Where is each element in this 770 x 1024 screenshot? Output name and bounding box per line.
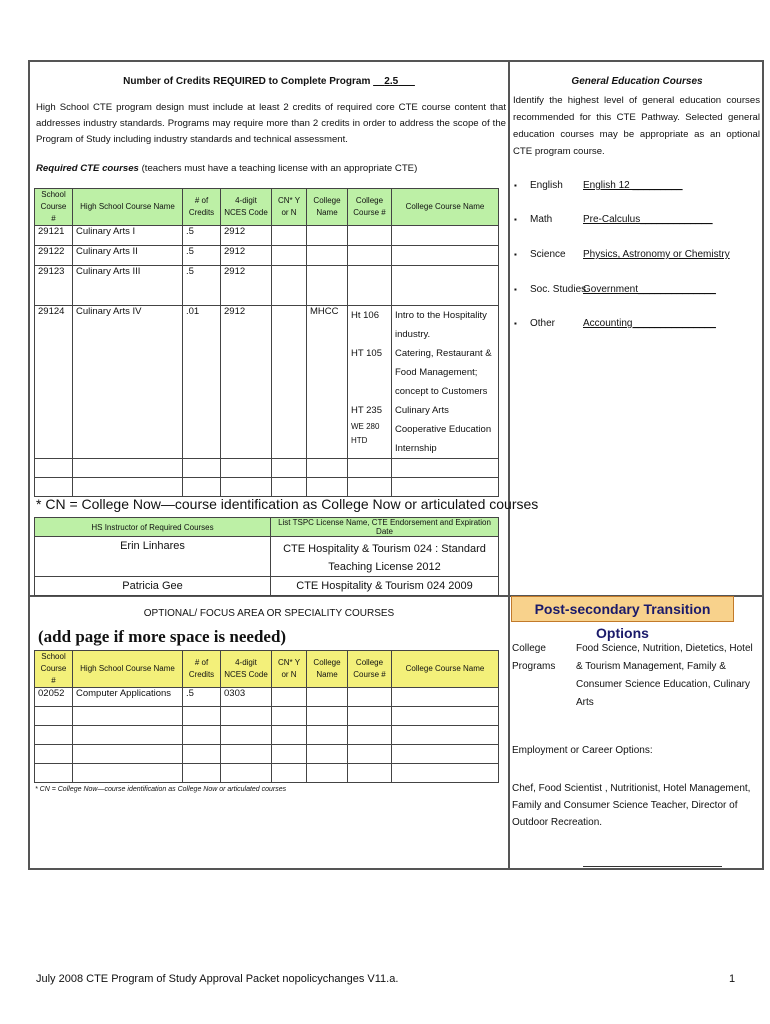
gen-ed-value[interactable]: English 12 _________ xyxy=(583,180,683,191)
table-cell[interactable] xyxy=(272,459,307,478)
table-cell[interactable]: 2912 xyxy=(221,266,272,306)
table-cell[interactable] xyxy=(392,246,499,266)
table-row xyxy=(35,707,499,726)
col-header: List TSPC License Name, CTE Endorsement and Expiration Date xyxy=(271,518,499,537)
table-cell[interactable] xyxy=(392,688,499,707)
required-courses-table xyxy=(34,188,499,497)
table-cell[interactable] xyxy=(272,246,307,266)
table-cell[interactable]: 02052 xyxy=(35,688,73,707)
col-header: # of Credits xyxy=(183,189,221,226)
table-cell[interactable] xyxy=(183,745,221,764)
college-course-num: WE 280 HTD xyxy=(351,422,380,445)
general-education-title: General Education Courses xyxy=(571,76,703,87)
table-cell[interactable] xyxy=(307,266,348,306)
col-header: CN* Y or N xyxy=(272,651,307,688)
table-cell[interactable] xyxy=(221,707,272,726)
college-now-note: * CN = College Now—course identification as College Now or articulated courses xyxy=(36,496,539,512)
college-course-num: Ht 106 xyxy=(351,310,379,321)
optional-courses-table xyxy=(34,650,499,783)
gen-ed-math xyxy=(514,214,713,225)
required-courses-label: Required CTE courses (teachers must have a teaching license with an appropriate CTE) xyxy=(36,163,418,174)
general-education-paragraph: Identify the highest level of general education courses recommended for this CTE Pathway. Selected general education courses may be appropriate as an optional CTE program course. xyxy=(513,95,760,157)
table-row xyxy=(35,478,499,497)
table-cell[interactable]: 2912 xyxy=(221,306,272,459)
table-cell[interactable] xyxy=(221,726,272,745)
table-cell[interactable] xyxy=(348,246,392,266)
table-cell[interactable] xyxy=(35,726,73,745)
college-course-num: HT 235 xyxy=(351,405,382,416)
table-cell[interactable]: Computer Applications xyxy=(73,688,183,707)
credits-value: 2.5 xyxy=(384,76,399,87)
table-row xyxy=(35,246,499,266)
table-cell[interactable] xyxy=(272,726,307,745)
table-cell[interactable]: 2912 xyxy=(221,246,272,266)
instructor-license[interactable]: CTE Hospitality & Tourism 024 : Standard Teaching License 2012 xyxy=(271,537,499,577)
gen-ed-value[interactable]: Accounting_______________ xyxy=(583,318,716,329)
table-cell[interactable]: MHCC xyxy=(307,306,348,459)
table-cell[interactable] xyxy=(73,726,183,745)
col-header: 4-digit NCES Code xyxy=(221,651,272,688)
table-cell[interactable]: Culinary Arts I xyxy=(73,226,183,246)
college-course-name: Intro to the Hospitality industry. xyxy=(395,310,487,340)
table-cell[interactable]: .5 xyxy=(183,266,221,306)
page-number: 1 xyxy=(729,973,736,985)
college-now-note-small: * CN = College Now—course identification as College Now or articulated courses xyxy=(35,786,287,793)
gen-ed-value[interactable]: Physics, Astronomy or Chemistry xyxy=(583,249,730,260)
table-cell[interactable] xyxy=(392,459,499,478)
table-cell[interactable] xyxy=(307,764,348,783)
college-course-name: Culinary Arts xyxy=(395,405,449,416)
table-row xyxy=(35,764,499,783)
table-header-row xyxy=(35,189,499,226)
instructor-name[interactable]: Patricia Gee xyxy=(35,577,271,596)
table-cell[interactable] xyxy=(35,478,73,497)
gen-ed-social-studies xyxy=(514,284,716,295)
table-cell[interactable]: 29124 xyxy=(35,306,73,459)
college-course-num-cell[interactable] xyxy=(348,306,392,459)
gen-ed-english xyxy=(514,180,683,191)
table-row xyxy=(35,745,499,764)
table-cell[interactable] xyxy=(183,764,221,783)
table-cell[interactable] xyxy=(183,726,221,745)
table-cell[interactable] xyxy=(307,226,348,246)
col-header: College Course Name xyxy=(392,189,499,226)
table-cell[interactable] xyxy=(221,459,272,478)
table-cell[interactable] xyxy=(73,459,183,478)
credits-title: Number of Credits REQUIRED to Complete Program __2.5___ xyxy=(123,76,415,87)
college-programs-value[interactable]: Food Science, Nutrition, Dietetics, Hotel & Tourism Management, Family & Consumer Science Education, Culinary Arts xyxy=(576,643,753,708)
gen-ed-value[interactable]: Pre-Calculus_____________ xyxy=(583,214,713,225)
table-row xyxy=(35,226,499,246)
col-header: # of Credits xyxy=(183,651,221,688)
table-cell[interactable]: Culinary Arts III xyxy=(73,266,183,306)
col-header: College Name xyxy=(307,189,348,226)
table-cell[interactable]: Culinary Arts II xyxy=(73,246,183,266)
col-header: High School Course Name xyxy=(73,651,183,688)
table-cell[interactable]: 29123 xyxy=(35,266,73,306)
credits-paragraph: High School CTE program design must include at least 2 credits of required core CTE course content that addresses industry standards. Programs may require more than 2 credits in order to address the scope of the Program of Study including industry standards and technical assessment. xyxy=(36,102,506,145)
table-cell[interactable] xyxy=(272,764,307,783)
table-row xyxy=(35,688,499,707)
instructor-license[interactable]: CTE Hospitality & Tourism 024 2009 xyxy=(271,577,499,596)
table-cell[interactable]: .5 xyxy=(183,246,221,266)
table-cell[interactable] xyxy=(183,459,221,478)
table-cell[interactable] xyxy=(272,707,307,726)
col-header: College Course # xyxy=(348,189,392,226)
college-course-name-cell[interactable] xyxy=(392,306,499,459)
table-cell[interactable]: 2912 xyxy=(221,226,272,246)
college-programs-label: College Programs xyxy=(512,643,556,672)
table-cell[interactable] xyxy=(73,707,183,726)
page-footer: July 2008 CTE Program of Study Approval Packet nopolicychanges V11.a. xyxy=(36,973,399,985)
table-header-row xyxy=(35,651,499,688)
gen-ed-science xyxy=(514,249,730,260)
table-row xyxy=(35,726,499,745)
table-cell[interactable] xyxy=(392,764,499,783)
signature-line xyxy=(583,866,722,867)
table-cell[interactable] xyxy=(348,707,392,726)
table-cell[interactable] xyxy=(307,688,348,707)
table-cell[interactable] xyxy=(392,745,499,764)
table-cell[interactable] xyxy=(392,726,499,745)
table-cell[interactable]: 0303 xyxy=(221,688,272,707)
table-cell[interactable] xyxy=(307,246,348,266)
college-course-name: Cooperative Education Internship xyxy=(395,424,492,454)
table-cell[interactable] xyxy=(307,478,348,497)
gen-ed-label: English xyxy=(530,180,563,191)
col-header: CN* Y or N xyxy=(272,189,307,226)
add-page-note: (add page if more space is needed) xyxy=(38,627,287,646)
table-cell[interactable]: .5 xyxy=(183,226,221,246)
table-cell[interactable] xyxy=(307,459,348,478)
col-header: HS Instructor of Required Courses xyxy=(35,518,271,537)
gen-ed-label: Math xyxy=(530,214,553,225)
table-cell[interactable] xyxy=(73,745,183,764)
table-header-row xyxy=(35,518,499,537)
table-row xyxy=(35,577,499,596)
table-cell[interactable]: 29122 xyxy=(35,246,73,266)
table-cell[interactable]: .5 xyxy=(183,688,221,707)
table-cell[interactable] xyxy=(221,764,272,783)
table-row xyxy=(35,459,499,478)
college-course-num: HT 105 xyxy=(351,348,382,359)
table-cell[interactable] xyxy=(307,745,348,764)
table-cell[interactable] xyxy=(272,226,307,246)
table-cell[interactable] xyxy=(272,478,307,497)
table-cell[interactable] xyxy=(183,478,221,497)
bullet-icon: ▪ xyxy=(514,215,517,224)
table-cell[interactable] xyxy=(272,306,307,459)
table-cell[interactable] xyxy=(348,764,392,783)
table-cell[interactable] xyxy=(348,459,392,478)
table-row xyxy=(35,266,499,306)
table-cell[interactable] xyxy=(272,745,307,764)
col-header: School Course # xyxy=(35,651,73,688)
table-cell[interactable] xyxy=(73,478,183,497)
col-header: College Course # xyxy=(348,651,392,688)
table-cell[interactable] xyxy=(392,266,499,306)
col-header: 4-digit NCES Code xyxy=(221,189,272,226)
bullet-icon: ▪ xyxy=(514,319,517,328)
table-cell[interactable] xyxy=(348,266,392,306)
table-cell[interactable] xyxy=(392,707,499,726)
table-cell[interactable] xyxy=(392,478,499,497)
table-cell[interactable] xyxy=(348,745,392,764)
bullet-icon: ▪ xyxy=(514,250,517,259)
gen-ed-label: Science xyxy=(530,249,566,260)
table-cell[interactable] xyxy=(221,478,272,497)
table-cell[interactable] xyxy=(272,266,307,306)
table-cell[interactable] xyxy=(73,764,183,783)
table-cell[interactable]: 29121 xyxy=(35,226,73,246)
gen-ed-label: Soc. Studies xyxy=(530,284,587,295)
gen-ed-other xyxy=(514,318,716,329)
postsecondary-header: Post-secondary Transition Options xyxy=(511,596,734,622)
bullet-icon: ▪ xyxy=(514,181,517,190)
instructors-table xyxy=(34,517,499,596)
table-cell[interactable] xyxy=(221,745,272,764)
table-cell[interactable] xyxy=(392,226,499,246)
gen-ed-value[interactable]: Government______________ xyxy=(583,284,716,295)
table-cell[interactable] xyxy=(35,707,73,726)
college-course-name: Catering, Restaurant & Food Management; concept to Customers xyxy=(395,348,492,397)
table-cell[interactable] xyxy=(183,707,221,726)
table-row xyxy=(35,537,499,577)
table-cell[interactable] xyxy=(348,726,392,745)
optional-section-title: OPTIONAL/ FOCUS AREA OR SPECIALITY COURSES xyxy=(143,608,395,619)
gen-ed-label: Other xyxy=(530,318,556,329)
table-cell[interactable] xyxy=(35,459,73,478)
table-cell[interactable] xyxy=(348,688,392,707)
employment-label: Employment or Career Options: xyxy=(512,745,653,756)
bullet-icon: ▪ xyxy=(514,285,517,294)
instructor-name[interactable]: Erin Linhares xyxy=(35,537,271,577)
table-cell[interactable] xyxy=(307,726,348,745)
column-divider xyxy=(508,60,510,870)
col-header: High School Course Name xyxy=(73,189,183,226)
table-cell[interactable] xyxy=(307,707,348,726)
col-header: School Course # xyxy=(35,189,73,226)
table-cell[interactable] xyxy=(272,688,307,707)
table-cell[interactable] xyxy=(348,478,392,497)
col-header: College Name xyxy=(307,651,348,688)
table-cell[interactable]: .01 xyxy=(183,306,221,459)
table-cell[interactable] xyxy=(35,764,73,783)
employment-value[interactable]: Chef, Food Scientist , Nutritionist, Hotel Management, Family and Consumer Science Teacher, Director of Outdoor Recreation. xyxy=(512,783,751,828)
table-cell[interactable] xyxy=(35,745,73,764)
table-row xyxy=(35,306,499,459)
table-cell[interactable] xyxy=(348,226,392,246)
col-header: College Course Name xyxy=(392,651,499,688)
table-cell[interactable]: Culinary Arts IV xyxy=(73,306,183,459)
